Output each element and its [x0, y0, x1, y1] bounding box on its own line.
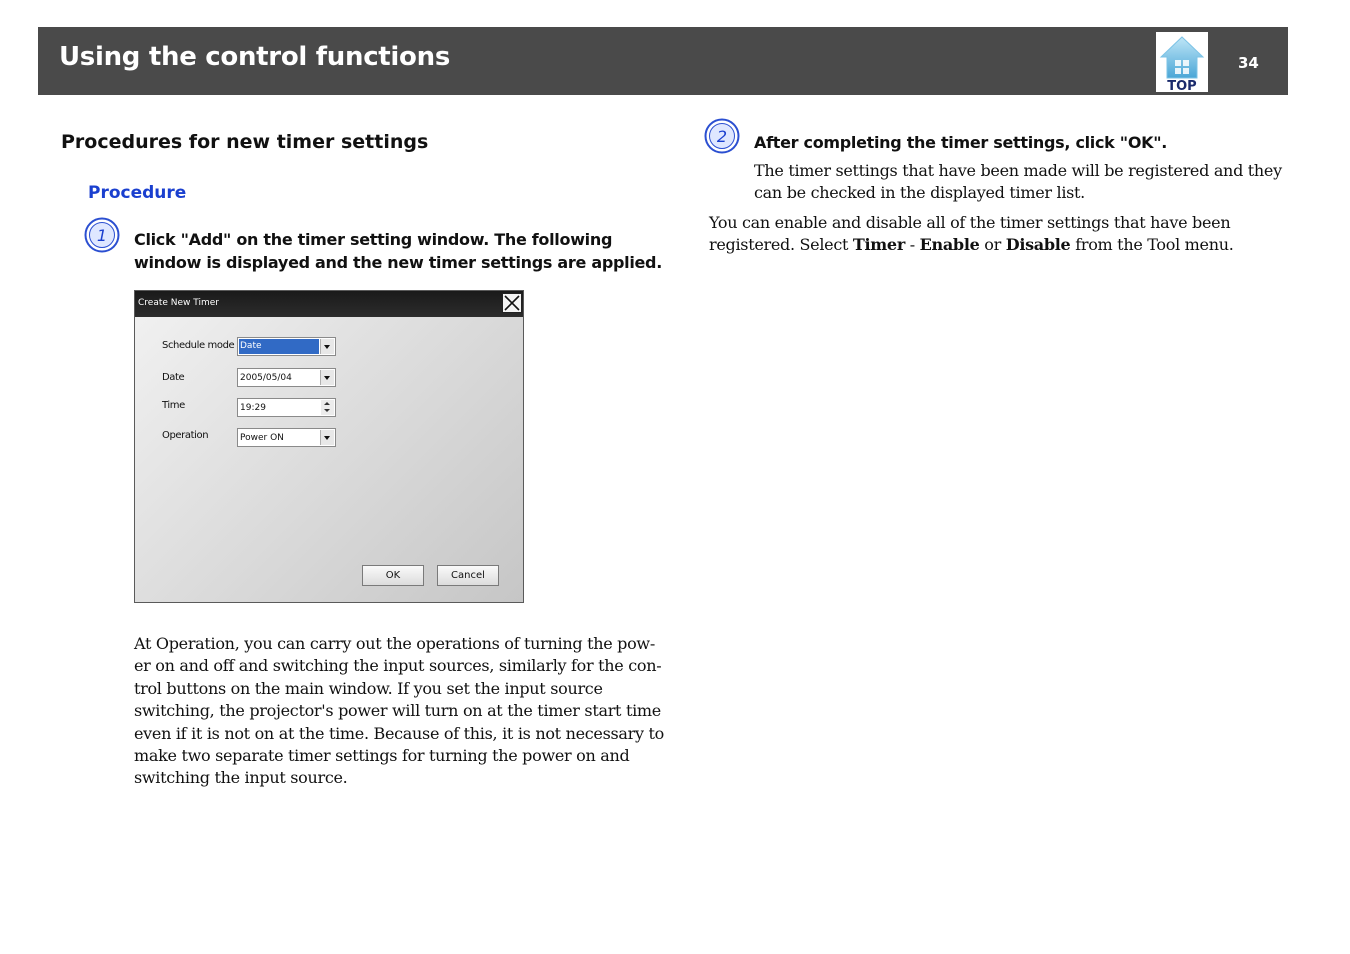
date-label: Date [162, 372, 185, 383]
text-fragment: registered. Select [709, 235, 853, 255]
step-2-line: can be checked in the displayed timer list. [754, 183, 1085, 203]
date-picker[interactable] [237, 368, 336, 387]
operation-note [134, 633, 664, 790]
disable-term: Disable [1005, 235, 1071, 255]
page-number: 34 [1238, 54, 1259, 72]
note-line: switching, the projector's power will turn on at the timer start time [134, 701, 661, 721]
header-title: Using the control functions [59, 42, 450, 72]
operation-select[interactable] [237, 428, 336, 447]
dialog-title: Create New Timer [138, 298, 219, 308]
ok-button[interactable]: OK [362, 565, 424, 586]
note-line: even if it is not on at the time. Because of this, it is not necessary to [134, 723, 664, 743]
step-1-text [134, 228, 662, 274]
note-line: At Operation, you can carry out the operations of turning the pow- [134, 634, 655, 653]
time-stepper[interactable] [237, 398, 336, 417]
text-fragment: from the Tool menu. [1070, 235, 1234, 255]
time-label: Time [162, 400, 185, 411]
step-1-line: window is displayed and the new timer settings are applied. [134, 253, 662, 272]
note-line: switching the input source. [134, 768, 348, 788]
schedule-mode-value: Date [239, 339, 319, 354]
schedule-mode-select[interactable] [237, 337, 336, 356]
time-value: 19:29 [240, 403, 266, 413]
step-2-number: 2 [716, 127, 728, 146]
enable-term: Enable [919, 235, 980, 255]
schedule-mode-label: Schedule mode [162, 340, 235, 351]
chevron-down-icon[interactable] [320, 430, 334, 445]
date-value: 2005/05/04 [240, 373, 292, 383]
step-2-badge [704, 118, 740, 154]
enable-disable-note [709, 212, 1234, 257]
step-2-line: The timer settings that have been made will be registered and they [754, 161, 1282, 180]
spin-arrows-icon[interactable] [321, 400, 334, 415]
close-icon[interactable] [502, 293, 522, 313]
section-title: Procedures for new timer settings [61, 131, 429, 153]
step-1-number: 1 [96, 226, 108, 245]
step-2-title: After completing the timer settings, click "OK". [754, 133, 1168, 152]
enable-line-1: You can enable and disable all of the timer settings that have been [709, 213, 1231, 232]
text-fragment: - [904, 235, 920, 255]
step-1-line: Click "Add" on the timer setting window. The following [134, 230, 613, 249]
chevron-down-icon[interactable] [320, 370, 334, 385]
procedure-label: Procedure [88, 183, 187, 203]
top-home-icon[interactable] [1156, 32, 1208, 92]
timer-term: Timer [852, 235, 905, 255]
chevron-down-icon[interactable] [320, 339, 334, 354]
create-new-timer-dialog [134, 290, 524, 603]
operation-value: Power ON [240, 433, 284, 443]
text-fragment: or [979, 235, 1006, 255]
page-header [38, 27, 1288, 95]
enable-line-2 [709, 234, 1234, 256]
operation-label: Operation [162, 430, 209, 441]
step-1-badge [84, 217, 120, 253]
note-line: make two separate timer settings for turning the power on and [134, 746, 630, 766]
cancel-button[interactable]: Cancel [437, 565, 499, 586]
dialog-titlebar [135, 291, 523, 317]
note-line: trol buttons on the main window. If you set the input source [134, 678, 603, 698]
top-icon-label: TOP [1167, 79, 1197, 92]
note-line: er on and off and switching the input sources, similarly for the con- [134, 656, 662, 676]
step-2-description [754, 160, 1282, 205]
